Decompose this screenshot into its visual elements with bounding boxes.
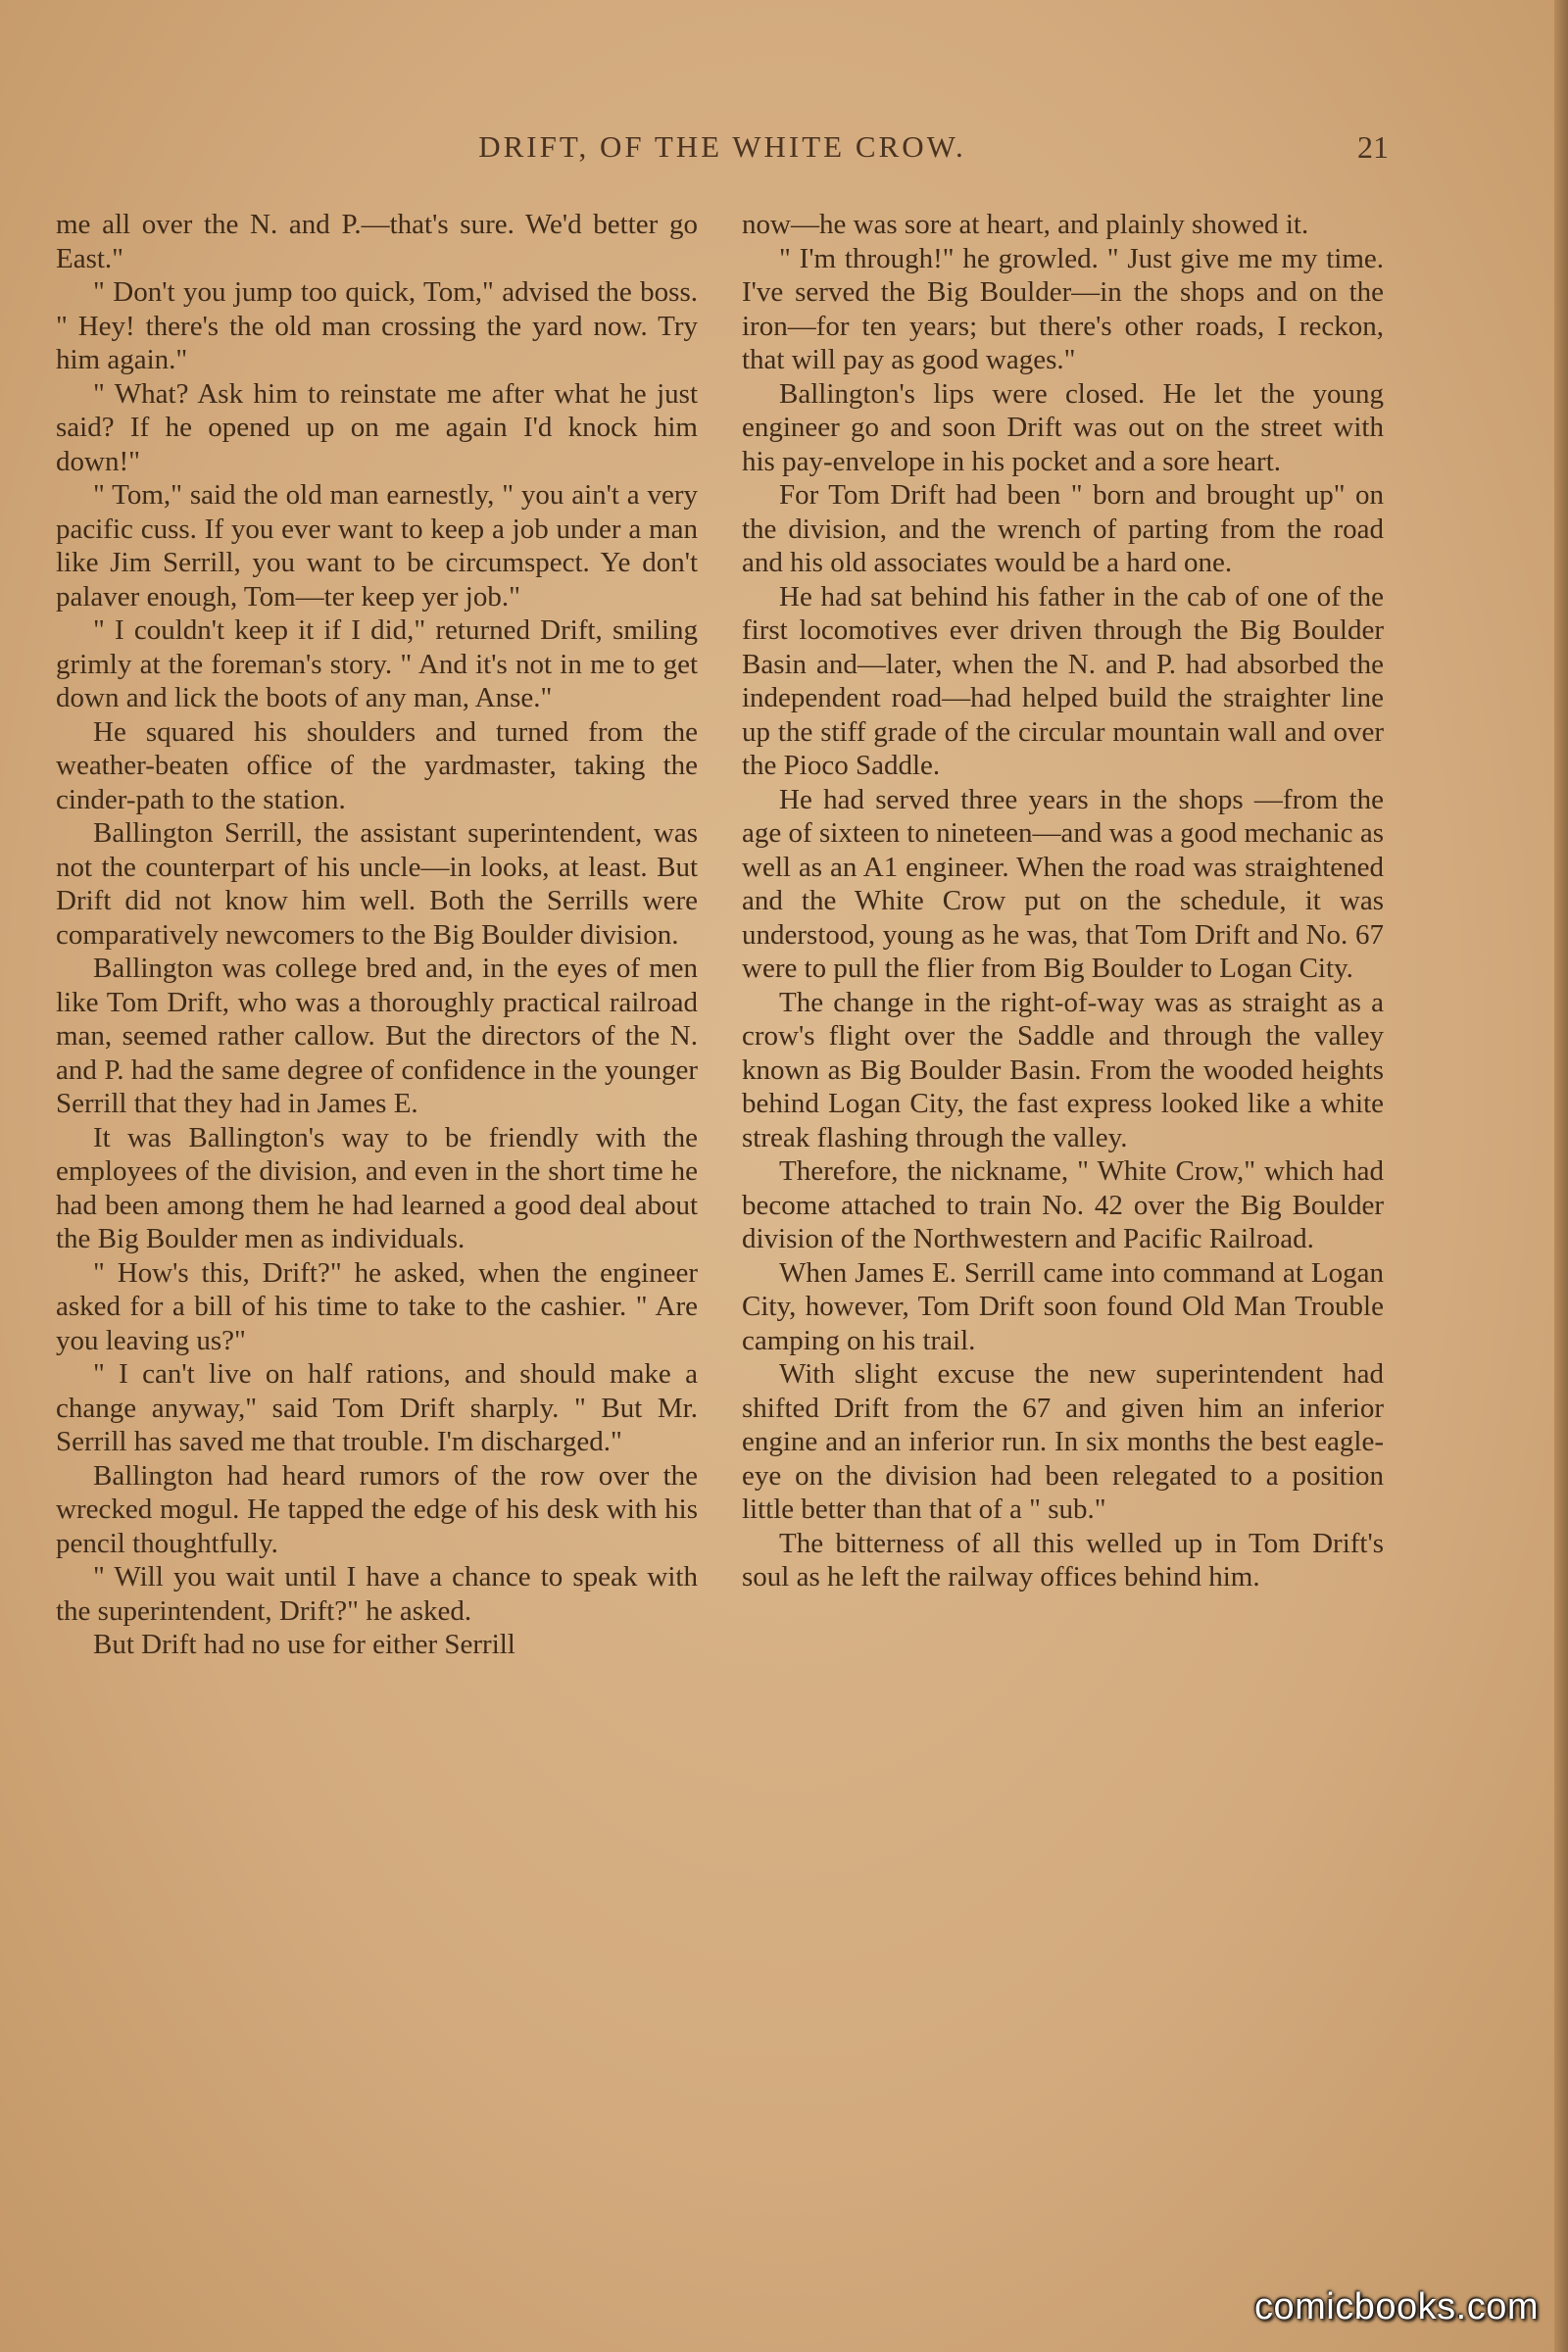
page-header bbox=[56, 129, 1389, 172]
paragraph: He squared his shoulders and turned from the weather-beaten office of the yardmaster, taking the cinder-path to the station. bbox=[56, 715, 698, 815]
left-column bbox=[56, 208, 698, 1662]
paragraph: Ballington Serrill, the assistant superintendent, was not the counterpart of his uncle—in looks, at least. But Drift did not know him well. Both the Serrills were comparatively newcomers to the Big Boulder division. bbox=[56, 817, 698, 951]
paragraph: With slight excuse the new superintendent had shifted Drift from the 67 and given him an inferior engine and an inferior run. In six months the best eagle-eye on the division had been relegated to a position little better than that of a " sub." bbox=[742, 1358, 1384, 1525]
running-title: DRIFT, OF THE WHITE CROW. bbox=[478, 129, 966, 164]
paragraph: now—he was sore at heart, and plainly showed it. bbox=[742, 209, 1309, 240]
paragraph: It was Ballington's way to be friendly with the employees of the division, and even in the short time he had been among them he had learned a good deal about the Big Boulder men as individuals. bbox=[56, 1121, 698, 1254]
page-number: 21 bbox=[1357, 129, 1389, 165]
paragraph: " Tom," said the old man earnestly, " you ain't a very pacific cuss. If you ever want to keep a job under a man like Jim Serrill, you want to be circumspect. Ye don't palaver enough, Tom—ter keep yer job." bbox=[56, 479, 698, 612]
paragraph: The bitterness of all this welled up in Tom Drift's soul as he left the railway offices behind him. bbox=[742, 1527, 1384, 1592]
paragraph: For Tom Drift had been " born and brought up" on the division, and the wrench of parting from the road and his old associates would be a hard one. bbox=[742, 479, 1384, 578]
watermark: comicbooks.com bbox=[1254, 2286, 1539, 2328]
paragraph: " What? Ask him to reinstate me after what he just said? If he opened up on me again I'd knock him down!" bbox=[56, 377, 698, 477]
paragraph: Therefore, the nickname, " White Crow," which had become attached to train No. 42 over the Big Boulder division of the Northwestern and Pacific Railroad. bbox=[742, 1155, 1384, 1254]
paragraph: " I can't live on half rations, and should make a change anyway," said Tom Drift sharply. " But Mr. Serrill has saved me that trouble. I'm discharged." bbox=[56, 1358, 698, 1457]
paragraph: He had sat behind his father in the cab of one of the first locomotives ever driven through the Big Boulder Basin and—later, when the N. and P. had absorbed the independent road—had helped build the straighter line up the stiff grade of the circular mountain wall and over the Pioco Saddle. bbox=[742, 580, 1384, 781]
paragraph: " I'm through!" he growled. " Just give me my time. I've served the Big Boulder—in the shops and on the iron—for ten years; but there's other roads, I reckon, that will pay as good wages." bbox=[742, 242, 1384, 375]
paragraph: When James E. Serrill came into command at Logan City, however, Tom Drift soon found Old Man Trouble camping on his trail. bbox=[742, 1256, 1384, 1356]
paragraph: Ballington was college bred and, in the eyes of men like Tom Drift, who was a thoroughly practical railroad man, seemed rather callow. But the directors of the N. and P. had the same degree of confidence in the younger Serrill that they had in James E. bbox=[56, 953, 698, 1119]
page-edge bbox=[1554, 0, 1568, 2352]
paragraph: But Drift had no use for either Serrill bbox=[93, 1629, 515, 1660]
paragraph: " I couldn't keep it if I did," returned Drift, smiling grimly at the foreman's story. " And it's not in me to get down and lick the boots of any man, Anse." bbox=[56, 614, 698, 713]
right-column bbox=[742, 208, 1384, 1594]
paragraph: me all over the N. and P.—that's sure. We'd better go East." bbox=[56, 209, 698, 274]
paragraph: The change in the right-of-way was as straight as a crow's flight over the Saddle and through the valley known as Big Boulder Basin. From the wooded heights behind Logan City, the fast express looked like a white streak flashing through the valley. bbox=[742, 986, 1384, 1153]
paragraph: Ballington had heard rumors of the row over the wrecked mogul. He tapped the edge of his desk with his pencil thoughtfully. bbox=[56, 1459, 698, 1559]
paragraph: Ballington's lips were closed. He let the young engineer go and soon Drift was out on the street with his pay-envelope in his pocket and a sore heart. bbox=[742, 377, 1384, 477]
paragraph: " How's this, Drift?" he asked, when the engineer asked for a bill of his time to take to the cashier. " Are you leaving us?" bbox=[56, 1256, 698, 1356]
paragraph: He had served three years in the shops —from the age of sixteen to nineteen—and was a good mechanic as well as an A1 engineer. When the road was straightened and the White Crow put on the schedule, it was understood, young as he was, that Tom Drift and No. 67 were to pull the flier from Big Boulder to Logan City. bbox=[742, 783, 1384, 984]
paragraph: " Don't you jump too quick, Tom," advised the boss. " Hey! there's the old man crossing the yard now. Try him again." bbox=[56, 276, 698, 375]
paragraph: " Will you wait until I have a chance to speak with the superintendent, Drift?" he asked. bbox=[56, 1561, 698, 1627]
